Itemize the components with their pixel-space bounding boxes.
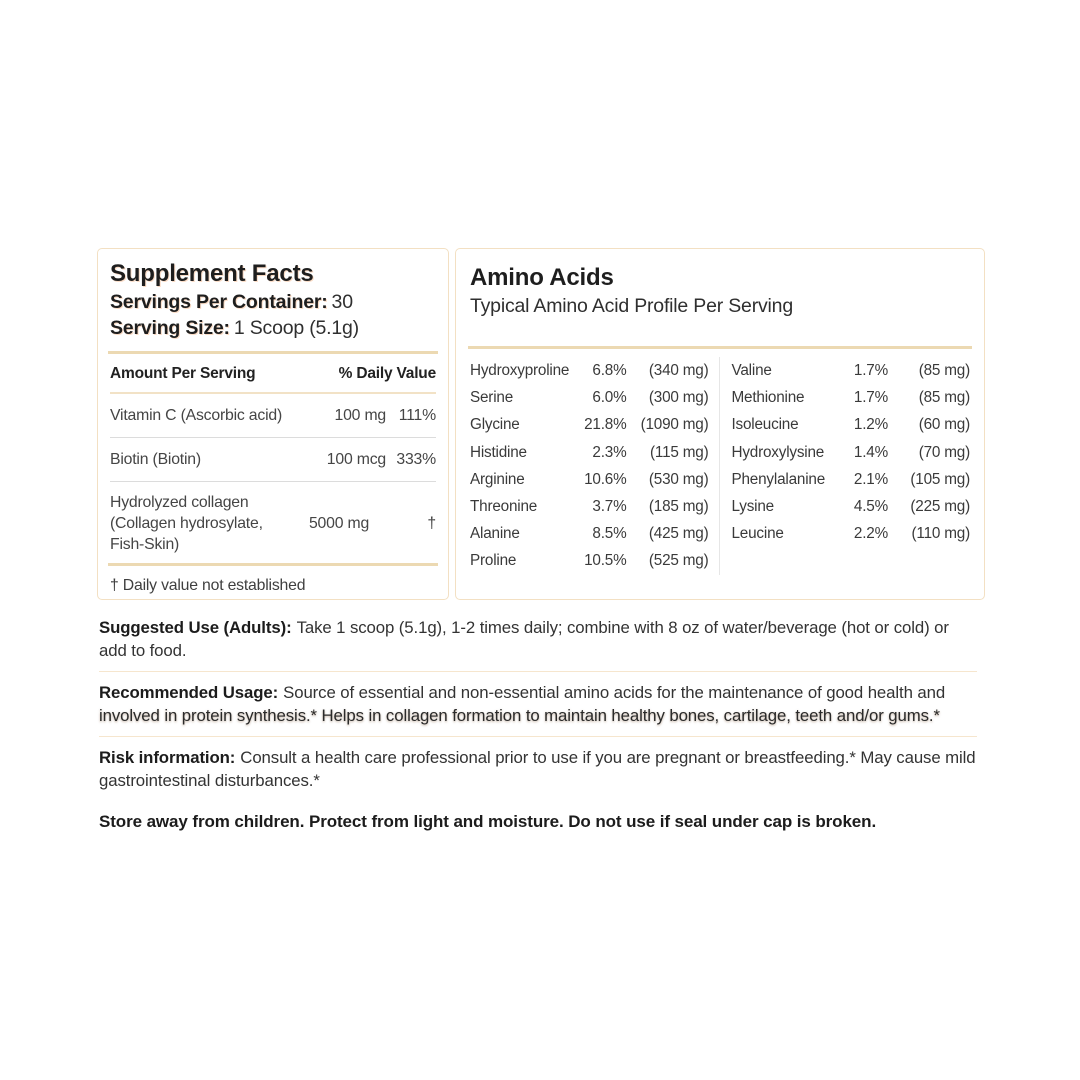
recommended-usage-section [99,681,977,727]
nutrient-amount: 100 mg [334,406,386,424]
amino-pct: 2.2% [853,525,888,543]
divider-thick [468,346,972,349]
nutrient-dv: † [427,514,436,532]
amino-name: Alanine [470,525,520,543]
amino-pct: 1.2% [853,416,888,434]
table-row-vitamin-c [110,394,436,438]
amino-mg: (1090 mg) [640,416,709,434]
amino-pct: 8.5% [592,525,627,543]
amino-name: Hydroxylysine [731,443,825,461]
list-item [470,493,709,520]
supplement-facts-title: Supplement Facts [110,260,314,287]
amino-pct: 10.6% [584,470,627,488]
amino-acid-table [470,357,970,575]
list-item [470,411,709,438]
recommended-usage-text-2: involved in protein synthesis.* Helps in collagen formation to maintain healthy bones, cartilage, teeth and/or gums.* [99,706,940,725]
amino-mg: (300 mg) [648,389,709,407]
amino-mg: (110 mg) [911,525,970,543]
amino-mg: (70 mg) [918,443,970,461]
amino-name: Glycine [470,416,520,434]
recommended-usage-text-1: Source of essential and non-essential amino acids for the maintenance of good health and [283,683,946,702]
nutrient-name: Biotin (Biotin) [110,451,201,468]
list-item [732,384,971,411]
amino-pct: 2.1% [853,470,888,488]
list-item [732,411,971,438]
amino-mg: (115 mg) [650,443,709,461]
amino-pct: 3.7% [592,498,627,516]
amino-name: Proline [470,552,517,570]
table-row-collagen [110,482,436,563]
servings-per-container-label: Servings Per Container: [110,291,328,313]
list-item [470,547,709,574]
servings-per-container-value: 30 [331,291,353,313]
list-item [470,357,709,384]
nutrient-amount: 100 mcg [326,450,386,468]
amino-pct: 4.5% [853,498,888,516]
daily-value-footnote: † Daily value not established [110,577,306,594]
amino-name: Isoleucine [731,416,799,434]
amino-pct: 21.8% [584,416,627,434]
amino-mg: (60 mg) [918,416,970,434]
amino-pct: 6.0% [592,389,627,407]
info-sections [99,616,977,833]
list-item [732,493,971,520]
list-item [470,466,709,493]
list-item [732,466,971,493]
list-item [470,439,709,466]
risk-information-section [99,746,977,792]
amino-name: Serine [470,389,514,407]
list-item [470,520,709,547]
servings-per-container-line [110,289,436,315]
amino-name: Valine [731,362,772,379]
amino-acids-title: Amino Acids [470,264,614,291]
recommended-usage-label: Recommended Usage: [99,683,279,702]
nutrient-amount: 5000 mg [308,514,370,532]
list-item [732,520,971,547]
amino-mg: (225 mg) [910,498,970,516]
amino-pct: 1.4% [853,443,888,461]
serving-size-value: 1 Scoop (5.1g) [233,317,359,339]
amino-pct: 1.7% [853,362,888,379]
amino-pct: 2.3% [592,443,627,461]
serving-size-label: Serving Size: [110,317,230,339]
serving-size-line [110,315,436,341]
nutrient-name: Hydrolyzed collagen (Collagen hydrosylate, Fish-Skin) [110,494,263,553]
amino-mg: (340 mg) [648,362,709,379]
amount-per-serving-header: Amount Per Serving [110,365,256,382]
amino-acids-panel [455,248,985,600]
nutrient-dv: 111% [398,406,436,424]
list-item [732,439,971,466]
supplement-facts-panel [97,248,449,600]
divider-tan [99,671,977,672]
suggested-use-text: Take 1 scoop (5.1g), 1-2 times daily; combine with 8 oz of water/beverage (hot or cold) or add to food. [99,618,949,660]
amino-pct: 10.5% [584,552,627,570]
amino-name: Leucine [731,525,784,543]
amino-acid-column-right [719,357,971,575]
amino-mg: (425 mg) [648,525,709,543]
amino-pct: 6.8% [592,362,627,379]
amino-pct: 1.7% [853,389,888,407]
list-item [732,357,971,384]
amino-name: Hydroxyproline [470,362,570,379]
amino-mg: (185 mg) [648,498,709,516]
divider-tan [99,736,977,737]
storage-warning: Store away from children. Protect from light and moisture. Do not use if seal under cap is broken. [99,812,877,831]
list-item [470,384,709,411]
nutrient-name: Vitamin C (Ascorbic acid) [110,407,283,424]
amino-name: Threonine [470,498,538,516]
daily-value-header: % Daily Value [338,365,436,382]
amino-mg: (85 mg) [918,389,970,407]
suggested-use-label: Suggested Use (Adults): [99,618,292,637]
amino-name: Histidine [470,443,527,461]
amino-name: Lysine [731,498,774,516]
table-row-biotin [110,438,436,482]
amino-mg: (525 mg) [648,552,709,570]
amino-acid-column-left [470,357,709,575]
risk-information-label: Risk information: [99,748,236,767]
amino-acids-subtitle: Typical Amino Acid Profile Per Serving [470,295,793,317]
amino-name: Phenylalanine [731,470,826,488]
suggested-use-section [99,616,977,662]
amino-mg: (530 mg) [648,470,709,488]
risk-information-text: Consult a health care professional prior to use if you are pregnant or breastfeeding.* May cause mild gastrointestinal disturbances.* [99,748,976,790]
amino-name: Arginine [470,470,525,488]
amino-name: Methionine [731,389,805,407]
nutrient-dv: 333% [396,450,436,468]
amino-mg: (105 mg) [910,470,970,488]
amino-mg: (85 mg) [918,362,970,379]
facts-table-header [110,354,436,392]
